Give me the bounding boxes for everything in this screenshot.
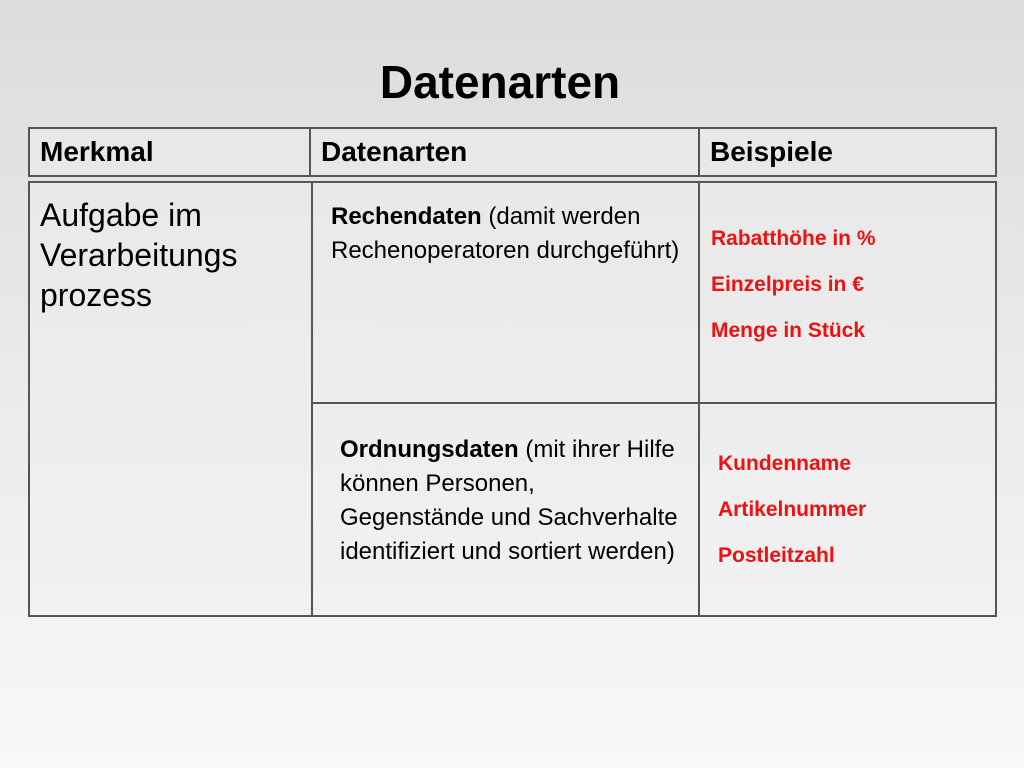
examples-rechendaten [711,216,876,354]
merkmal-line: prozess [40,277,153,313]
merkmal-line: Aufgabe im [40,197,202,233]
datenart-term: Ordnungsdaten [340,436,519,463]
merkmal-line: Verarbeitungs [40,237,238,273]
merkmal-cell [40,195,237,315]
datenart-description: (mit ihrer Hilfe können Personen, Gegenstände und Sachverhalte identifiziert und sortiert werden) [340,436,678,565]
example-item: Kundenname [718,452,852,475]
example-item: Postleitzahl [718,544,835,567]
datenart-ordnungsdaten [340,433,685,569]
column-divider [311,183,313,615]
row-divider [313,402,995,404]
datenart-description: (damit werden Rechenoperatoren durchgeführt) [331,203,680,264]
example-item: Rabatthöhe in % [711,227,876,250]
header-beispiele: Beispiele [710,136,833,167]
datenart-term: Rechendaten [331,203,482,230]
examples-ordnungsdaten [718,441,866,579]
table-body [28,181,997,617]
datenart-rechendaten [331,200,681,268]
table-header [28,127,997,177]
slide-title: Datenarten [379,56,621,108]
example-item: Einzelpreis in € [711,273,864,296]
example-item: Artikelnummer [718,498,867,521]
example-item: Menge in Stück [711,319,866,342]
header-datenarten: Datenarten [311,129,700,175]
header-merkmal: Merkmal [30,129,311,175]
column-divider [698,183,700,615]
